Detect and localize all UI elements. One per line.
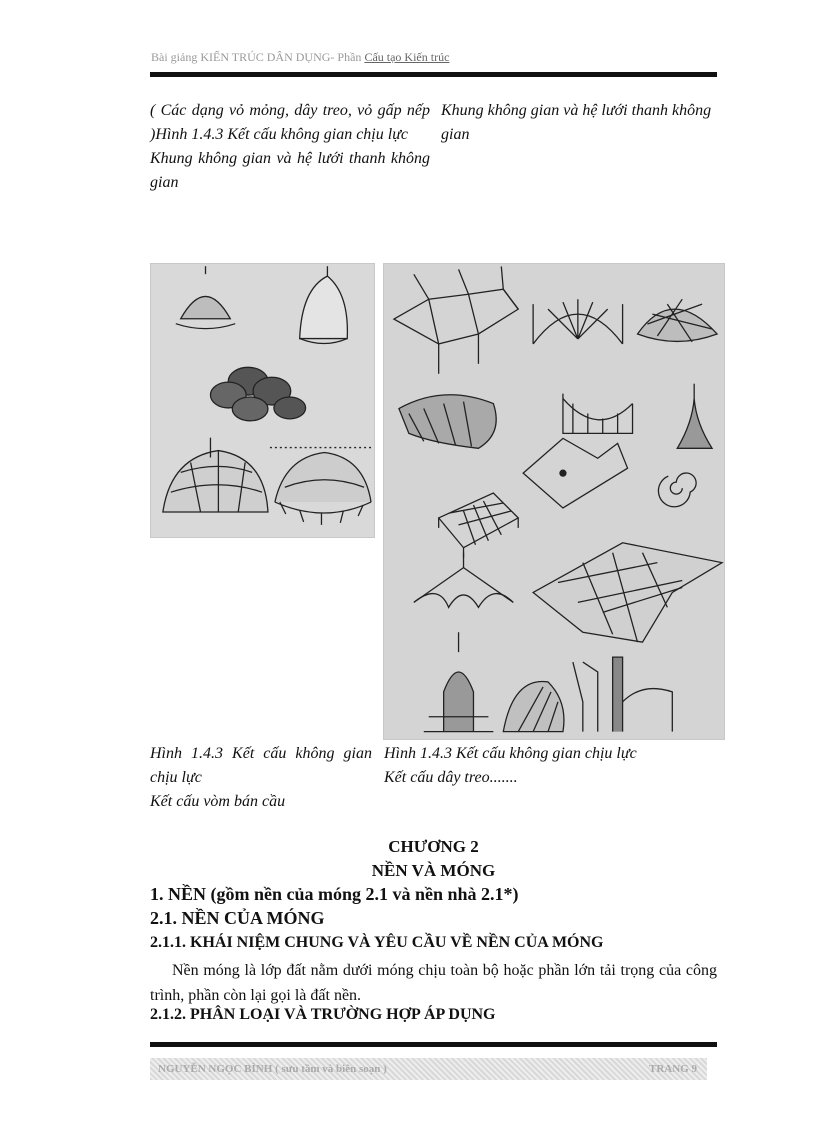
- header-rule: [150, 72, 717, 77]
- footer-rule: [150, 1042, 717, 1047]
- footer-page-number: TRANG 9: [649, 1063, 697, 1075]
- intro-right-column: [441, 99, 725, 147]
- figure-dome-sketches: [150, 263, 375, 538]
- section-heading-1: 1. NỀN (gồm nền của móng 2.1 và nền nhà 2.1*): [150, 884, 519, 904]
- caption-right-line1: Hình 1.4.3 Kết cấu không gian chịu lực: [384, 745, 637, 762]
- dome-sketch-drawing: [151, 264, 374, 537]
- spatial-structure-drawing: [384, 264, 724, 739]
- footer-author: NGUYỄN NGỌC BÌNH ( sưu tầm và biên soạn ): [158, 1063, 387, 1075]
- section-heading-2-1-1: 2.1.1. KHÁI NIỆM CHUNG VÀ YÊU CẦU VỀ NỀN CỦA MÓNG: [150, 934, 604, 951]
- intro-left-line2: Khung không gian và hệ lưới thanh không gian: [150, 150, 430, 191]
- figure-spatial-structures: [383, 263, 725, 740]
- caption-right-line2: Kết cấu dây treo.......: [384, 769, 518, 786]
- body-paragraph: Nền móng là lớp đất nằm dưới móng chịu toàn bộ hoặc phần lớn tải trọng của công trình, phần còn lại gọi là đất nền.: [150, 962, 717, 1004]
- caption-left-line1: Hình 1.4.3 Kết cấu không gian chịu lực: [150, 745, 372, 786]
- intro-left-column: [150, 99, 430, 195]
- caption-left-line2: Kết cấu vòm bán cầu: [150, 793, 286, 810]
- header-section: Cấu tạo Kiến trúc: [364, 50, 450, 64]
- caption-right: [384, 742, 714, 790]
- chapter-title: NỀN VÀ MÓNG: [371, 861, 496, 880]
- header-course: Bài giảng KIẾN TRÚC DÂN DỤNG- Phần: [151, 50, 362, 64]
- chapter-number: CHƯƠNG 2: [388, 837, 479, 856]
- section-heading-2-1: 2.1. NỀN CỦA MÓNG: [150, 908, 325, 928]
- page-footer: [150, 1058, 707, 1080]
- intro-left-line1: ( Các dạng vỏ mỏng, dây treo, vỏ gấp nếp )Hình 1.4.3 Kết cấu không gian chịu lực: [150, 102, 430, 143]
- intro-right-line1: Khung không gian và hệ lưới thanh không gian: [441, 102, 712, 143]
- section-heading-2-1-2: 2.1.2. PHÂN LOẠI VÀ TRƯỜNG HỢP ÁP DỤNG: [150, 1006, 496, 1023]
- caption-left: [150, 742, 372, 814]
- page-header: [151, 50, 449, 65]
